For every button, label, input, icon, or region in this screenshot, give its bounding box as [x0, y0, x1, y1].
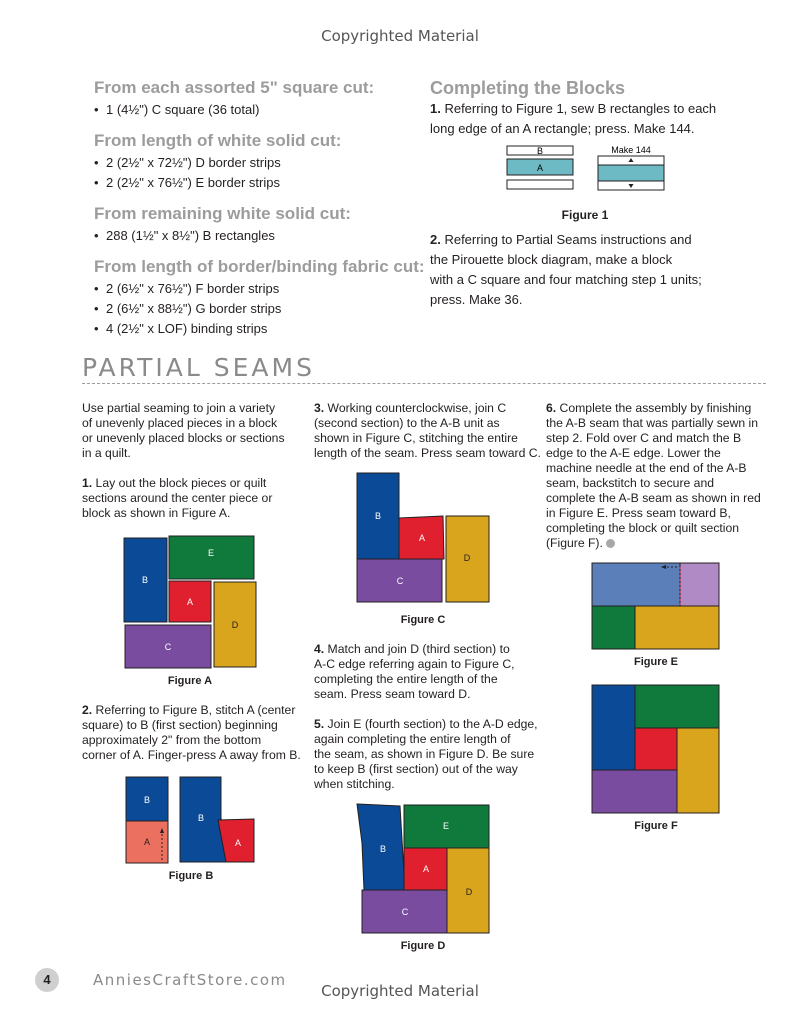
svg-text:C: C	[401, 907, 409, 917]
figure-c-caption: Figure C	[400, 614, 446, 626]
svg-text:B: B	[197, 813, 205, 823]
figure-f-caption: Figure F	[634, 820, 678, 832]
fig1-make-label: Make 144	[611, 145, 651, 155]
figure-a-caption: Figure A	[167, 675, 213, 687]
figure-e	[591, 562, 721, 650]
figure-b-caption: Figure B	[168, 870, 214, 882]
fig1-unit-a	[598, 165, 664, 181]
cutting-heading: From length of white solid cut:	[94, 131, 342, 150]
figE-piece-e	[592, 606, 635, 649]
copyright-header: Copyrighted Material	[321, 27, 479, 45]
fig1-rect-b-bottom	[507, 180, 573, 189]
step-1-text: 1. Lay out the block pieces or quilt sections around the center piece or block as shown in Figure A.	[82, 476, 273, 520]
figE-piece-d	[635, 606, 719, 649]
svg-text:B: B	[374, 511, 382, 521]
site-link[interactable]: AnniesCraftStore.com	[93, 971, 287, 989]
figF-piece-c	[592, 770, 677, 813]
completing-step-2: 2. Referring to Partial Seams instructions and the Pirouette block diagram, make a block with a C square and four matching step 1 units; press. Make 36.	[430, 232, 702, 307]
step-2-text: 2. Referring to Figure B, stitch A (center square) to B (first section) beginning approximately 2" from the bottom corner of A. Finger-press A away from B.	[82, 703, 301, 762]
figure-b	[125, 776, 257, 864]
figE-piece-b-edge	[680, 563, 719, 606]
step-3-text: 3. Working counterclockwise, join C (second section) to the A-B unit as shown in Figure C, stitching the entire length of the seam. Press seam toward C.	[314, 401, 541, 460]
section-title: PARTIAL SEAMS	[82, 353, 315, 382]
figure-e-caption: Figure E	[633, 656, 678, 668]
figure-d-caption: Figure D	[400, 940, 446, 952]
figF-piece-d	[677, 728, 719, 813]
cutting-item: • 288 (1½" x 8½") B rectangles	[94, 228, 275, 243]
figE-piece-c-folded	[592, 563, 680, 606]
cutting-list	[94, 78, 425, 339]
fig1-label-a: A	[536, 163, 544, 173]
svg-text:A: A	[422, 864, 430, 874]
figF-piece-e	[635, 685, 719, 728]
svg-text:A: A	[143, 837, 151, 847]
cutting-item: • 2 (6½" x 76½") F border strips	[94, 281, 280, 296]
cutting-item: • 1 (4½") C square (36 total)	[94, 102, 260, 117]
svg-text:B: B	[379, 844, 387, 854]
page-number: 4	[35, 968, 59, 992]
step-5-text: 5. Join E (fourth section) to the A-D edge, again completing the entire length of the seam, as shown in Figure D. Be sure to keep B (first section) out of the way when stitching.	[314, 717, 538, 791]
svg-text:A: A	[186, 597, 194, 607]
cutting-item: • 2 (2½" x 72½") D border strips	[94, 155, 281, 170]
completing-heading: Completing the Blocks	[430, 78, 626, 98]
cutting-heading: From remaining white solid cut:	[94, 204, 351, 223]
cutting-heading: From each assorted 5" square cut:	[94, 78, 375, 97]
figure-c	[356, 472, 490, 604]
svg-text:D: D	[463, 553, 471, 563]
figF-piece-b	[592, 685, 635, 770]
fig1-label-b: B	[536, 146, 544, 156]
intro-paragraph: Use partial seaming to join a variety of unevenly placed pieces in a block or unevenly placed blocks or sections in a quilt.	[82, 401, 285, 460]
copyright-footer: Copyrighted Material	[321, 982, 479, 1000]
svg-text:D: D	[465, 887, 473, 897]
figure-1	[505, 143, 675, 195]
cutting-item: • 4 (2½" x LOF) binding strips	[94, 321, 268, 336]
figure-1-caption: Figure 1	[561, 208, 609, 222]
step-6-text: 6. Complete the assembly by finishing the A-B seam that was partially sewn in step 2. Fold over C and match the B edge to the A-E edge. Lower the machine needle at the end of the A-B seam, backstitch to secure and complete the A-B seam as shown in red in Figure E. Press seam toward B, completing the block or quilt section (Figure F).	[546, 401, 761, 550]
end-mark-icon	[606, 539, 615, 548]
svg-text:D: D	[231, 620, 239, 630]
cutting-item: • 2 (2½" x 76½") E border strips	[94, 175, 280, 190]
svg-text:E: E	[207, 548, 215, 558]
svg-text:B: B	[143, 795, 151, 805]
section-divider	[82, 383, 766, 384]
figure-d	[356, 803, 492, 935]
figure-f	[591, 684, 721, 814]
svg-text:E: E	[442, 821, 450, 831]
svg-text:A: A	[234, 838, 242, 848]
cutting-item: • 2 (6½" x 88½") G border strips	[94, 301, 282, 316]
svg-text:C: C	[164, 642, 172, 652]
completing-step-1: 1. Referring to Figure 1, sew B rectangles to each long edge of an A rectangle; press. Make 144.	[430, 101, 717, 136]
figure-a	[123, 535, 257, 669]
figF-piece-a	[635, 728, 677, 770]
step-4-text: 4. Match and join D (third section) to A-C edge referring again to Figure C, completing the entire length of the seam. Press seam toward D.	[314, 642, 515, 701]
cutting-heading: From length of border/binding fabric cut:	[94, 257, 425, 276]
svg-text:C: C	[396, 576, 404, 586]
svg-text:A: A	[418, 533, 426, 543]
svg-text:B: B	[141, 575, 149, 585]
